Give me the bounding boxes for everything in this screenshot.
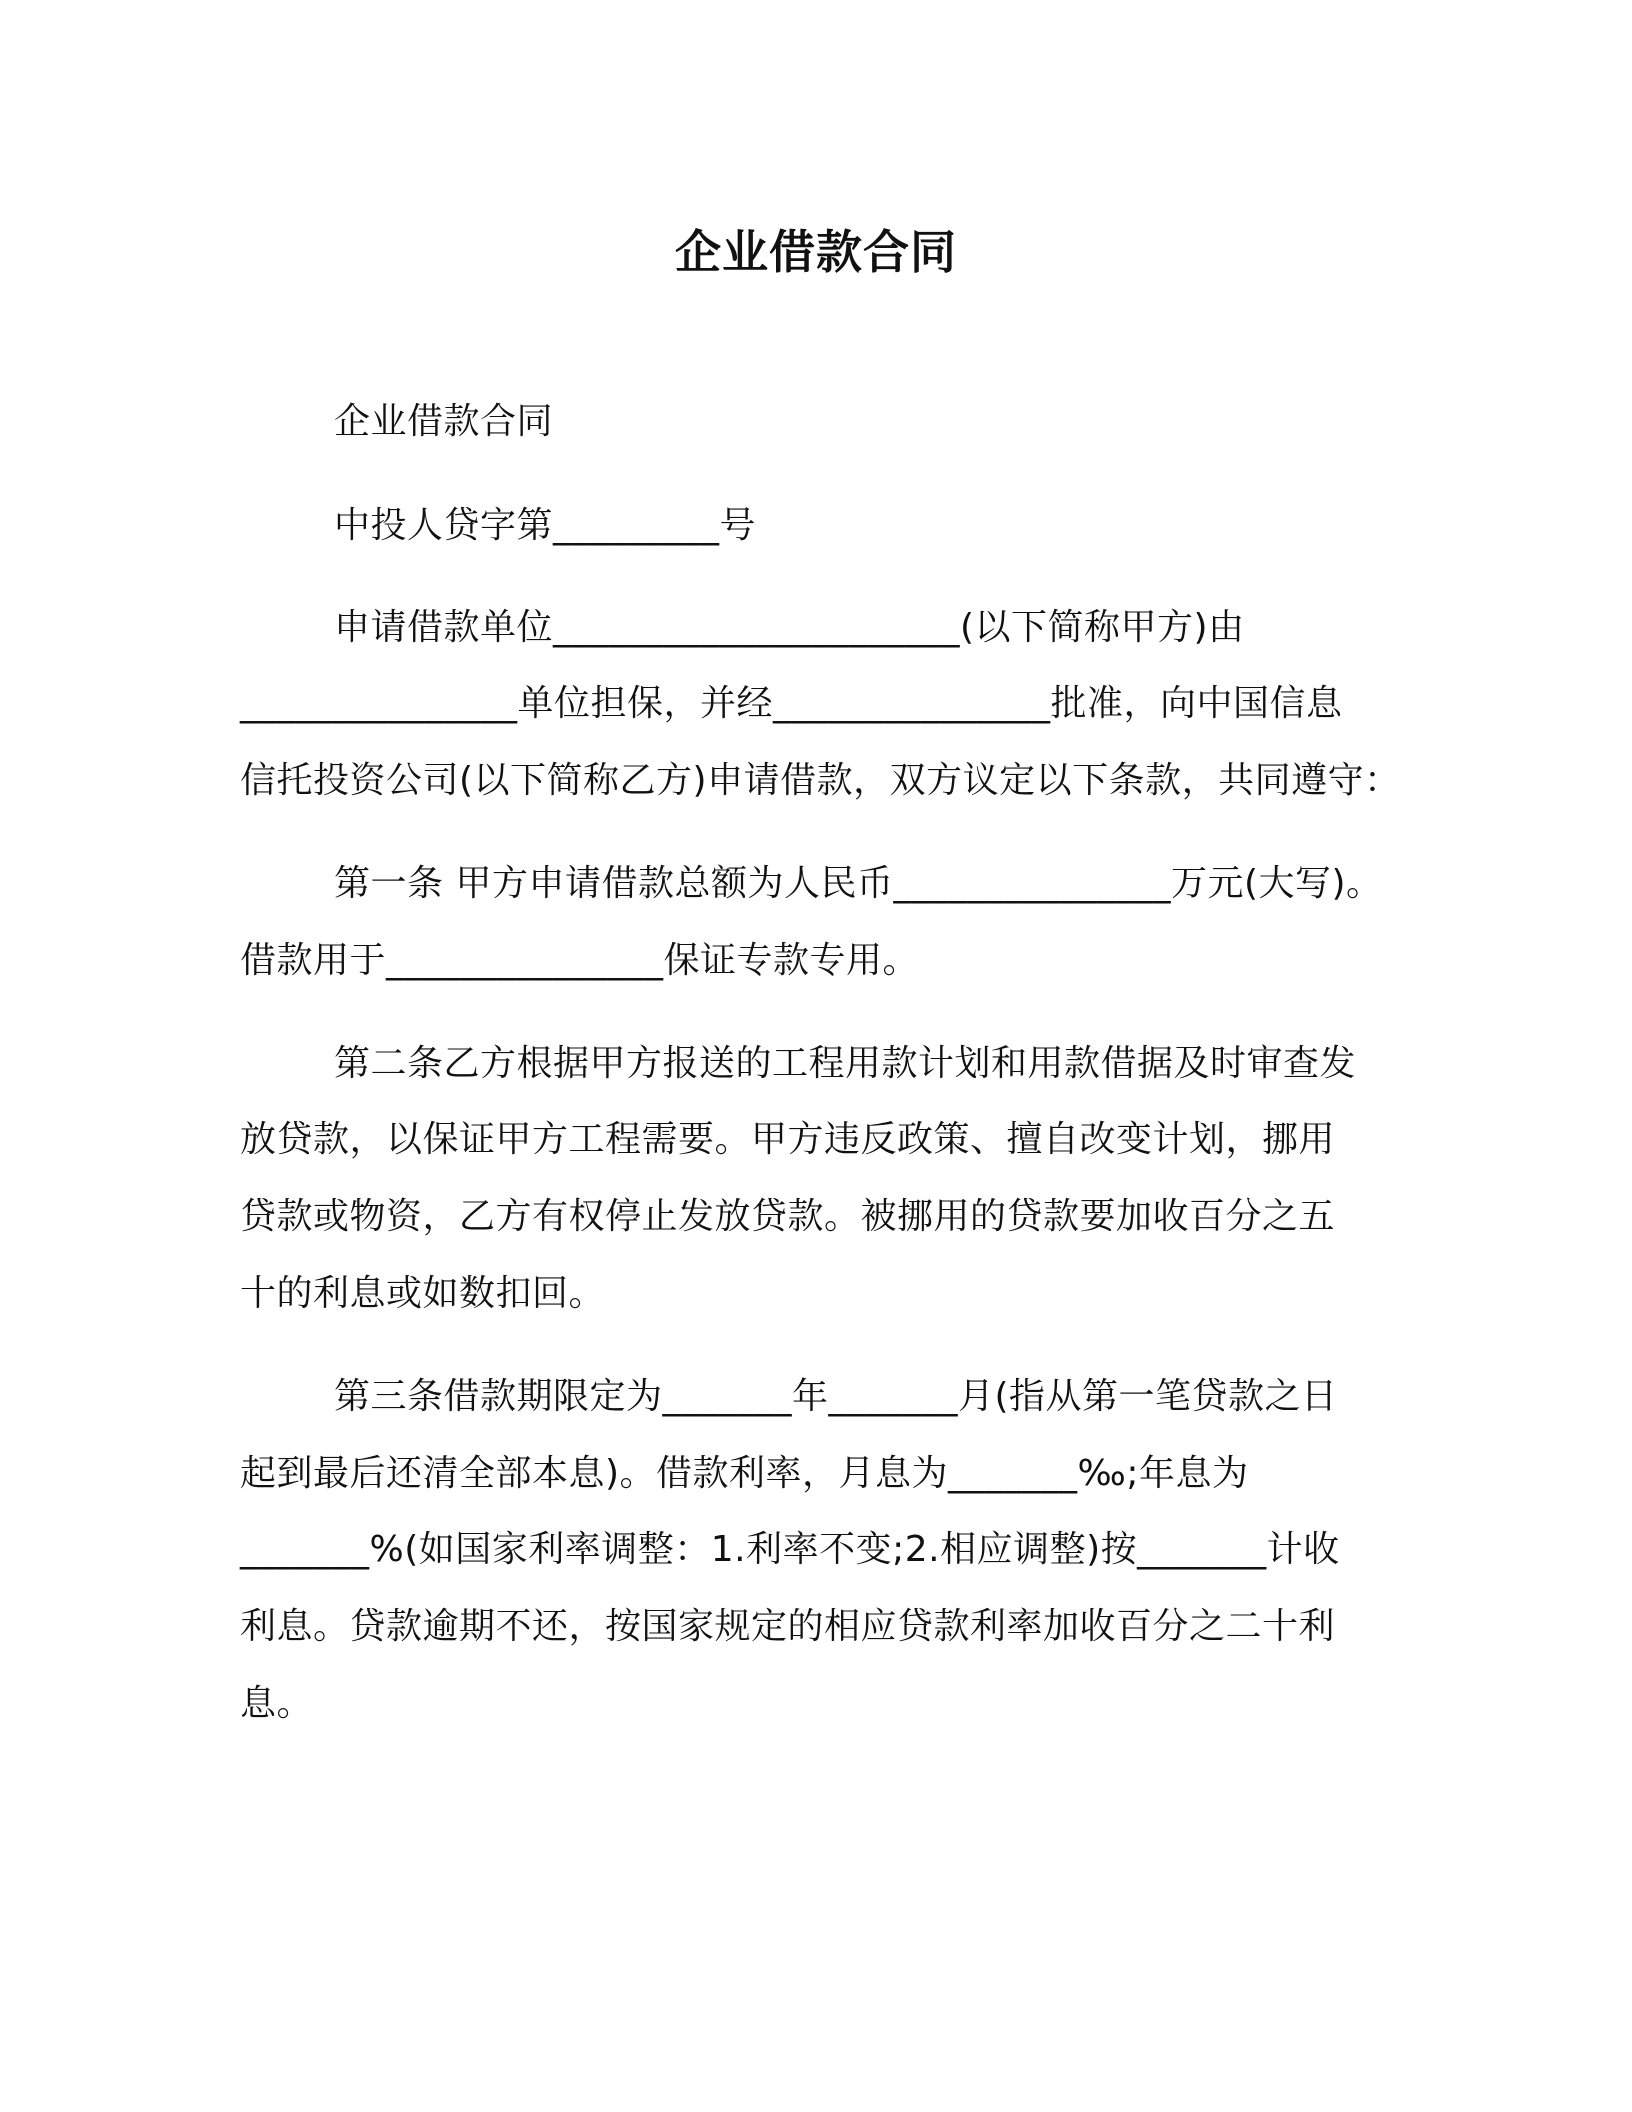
clause-1-line: 第一条 甲方申请借款总额为人民币_______________万元(大写)。 bbox=[334, 863, 1383, 904]
clause-3-line: _______%(如国家利率调整：1.利率不变;2.相应调整)按_______计收 bbox=[240, 1529, 1340, 1570]
contract-number-line: 中投人贷字第_________号 bbox=[334, 505, 757, 546]
clause-3-line: 息。 bbox=[240, 1683, 314, 1724]
clause-2-line: 放贷款，以保证甲方工程需要。甲方违反政策、擅自改变计划，挪用 bbox=[240, 1119, 1336, 1160]
paragraph-line: 信托投资公司(以下简称乙方)申请借款，双方议定以下条款，共同遵守： bbox=[240, 760, 1401, 801]
subtitle-line: 企业借款合同 bbox=[334, 401, 554, 442]
clause-2-line: 贷款或物资，乙方有权停止发放贷款。被挪用的贷款要加收百分之五 bbox=[240, 1196, 1336, 1237]
clause-1-line: 借款用于_______________保证专款专用。 bbox=[240, 940, 920, 981]
clause-2-line: 十的利息或如数扣回。 bbox=[240, 1273, 606, 1314]
document-title: 企业借款合同 bbox=[675, 225, 957, 279]
clause-3-line: 起到最后还清全部本息)。借款利率，月息为_______‰;年息为 bbox=[240, 1453, 1249, 1494]
paragraph-line: 申请借款单位______________________(以下简称甲方)由 bbox=[334, 607, 1245, 648]
clause-3-line: 利息。贷款逾期不还，按国家规定的相应贷款利率加收百分之二十利 bbox=[240, 1606, 1336, 1647]
clause-2-line: 第二条乙方根据甲方报送的工程用款计划和用款借据及时审查发 bbox=[334, 1043, 1357, 1084]
clause-3-line: 第三条借款期限定为_______年_______月(指从第一笔贷款之日 bbox=[334, 1376, 1338, 1417]
paragraph-line: _______________单位担保，并经_______________批准，向中国信息 bbox=[240, 683, 1343, 724]
